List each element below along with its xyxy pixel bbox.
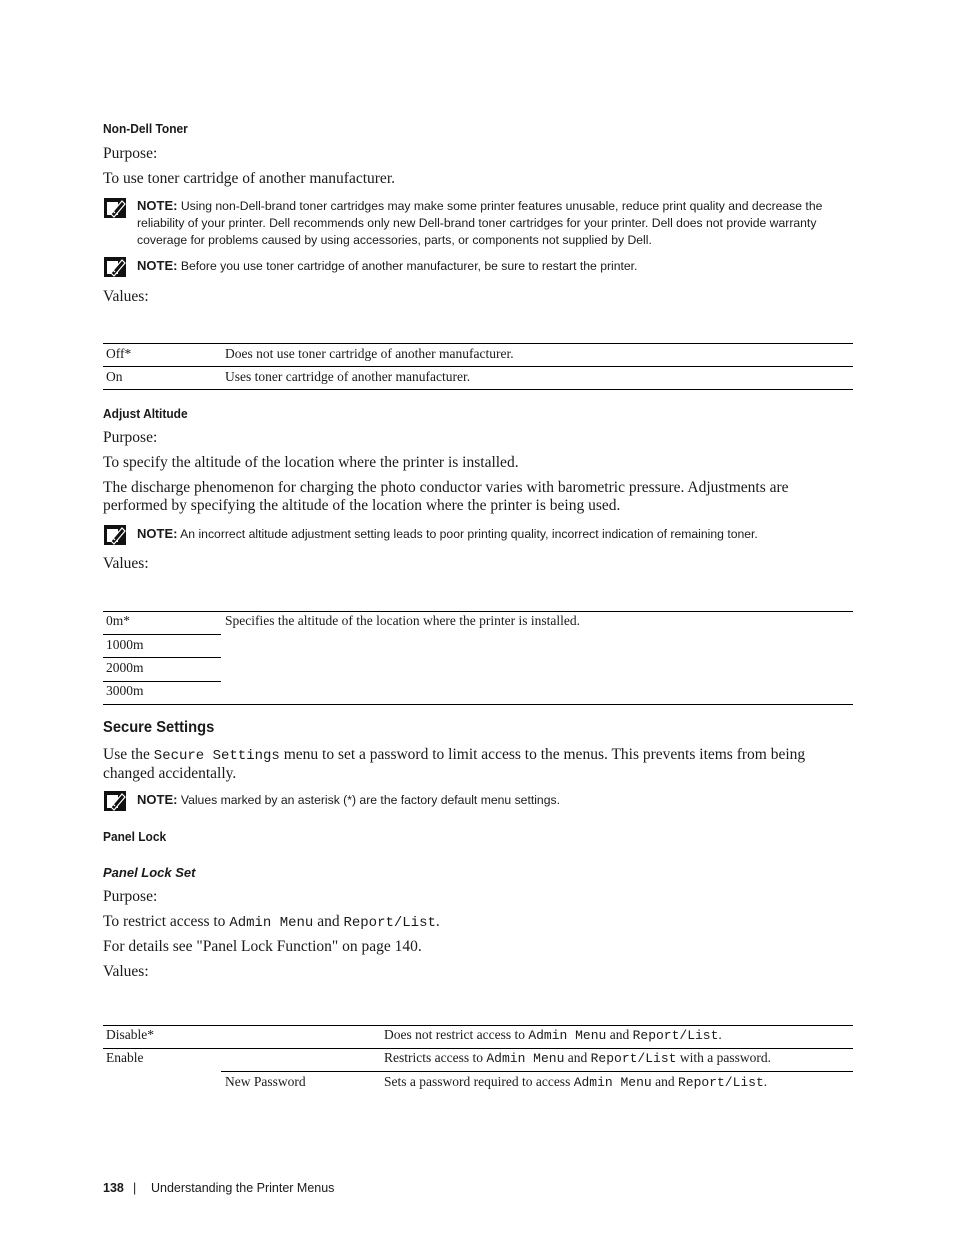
table-rule: [103, 1025, 853, 1026]
text: .: [718, 1027, 722, 1042]
table-rule: [221, 1071, 853, 1072]
text: with a password.: [676, 1050, 771, 1065]
text: Use the: [103, 746, 154, 763]
table-cell-desc: Uses toner cartridge of another manufacturer.: [225, 369, 471, 384]
subheading-panel-lock-set: Panel Lock Set: [103, 865, 196, 880]
note-label: NOTE:: [137, 792, 178, 807]
code-report-list: Report/List: [677, 1075, 764, 1090]
table-cell-desc: [384, 1050, 771, 1066]
purpose-text: [103, 913, 853, 932]
note-asterisk-default: [137, 791, 855, 809]
note-label: NOTE:: [137, 526, 178, 541]
table-cell-desc: Does not use toner cartridge of another manufacturer.: [225, 346, 514, 361]
paragraph-secure-settings: [103, 746, 853, 783]
text: and: [313, 913, 344, 930]
table-rule: [103, 1048, 853, 1049]
text: and: [564, 1050, 591, 1065]
note-pencil-icon: [103, 256, 127, 278]
purpose-text: To use toner cartridge of another manufacturer.: [103, 170, 395, 187]
purpose-label: Purpose:: [103, 429, 158, 446]
page-number: 138: [103, 1181, 124, 1195]
text: .: [435, 913, 440, 930]
code-report-list: Report/List: [590, 1051, 677, 1066]
details-text: For details see "Panel Lock Function" on page 140.: [103, 938, 422, 955]
text: Does not restrict access to: [384, 1027, 529, 1042]
table-rule: [103, 389, 853, 390]
values-label: Values:: [103, 288, 149, 305]
note-non-dell-toner-warranty: [137, 197, 855, 249]
code-admin-menu: Admin Menu: [528, 1028, 607, 1043]
text: Sets a password required to access: [384, 1074, 574, 1089]
code-admin-menu: Admin Menu: [229, 915, 314, 931]
purpose-text: To specify the altitude of the location where the printer is installed.: [103, 454, 519, 471]
note-text: Using non-Dell-brand toner cartridges may make some printer features unusable, reduce print quality and decrease the reliability of your printer. Dell recommends only new Dell-brand toner cartridges for your printer. Dell does not provide warranty coverage for problems caused by using accessories, parts, or components not supplied by Dell.: [137, 199, 823, 247]
table-cell-desc: Specifies the altitude of the location where the printer is installed.: [225, 613, 581, 628]
values-label: Values:: [103, 555, 149, 572]
paragraph-discharge: The discharge phenomenon for charging the photo conductor varies with barometric pressure. Adjustments are performed by specifying the altitude of the location where the printer is being used.: [103, 479, 789, 514]
note-text: An incorrect altitude adjustment setting leads to poor printing quality, incorrect indication of remaining toner.: [177, 527, 758, 541]
note-text: Before you use toner cartridge of another manufacturer, be sure to restart the printer.: [177, 259, 638, 273]
text: and: [606, 1027, 633, 1042]
note-text: Values marked by an asterisk (*) are the factory default menu settings.: [177, 793, 560, 807]
table-cell-value: 1000m: [106, 637, 144, 652]
note-altitude: [137, 525, 855, 543]
table-cell-value: Disable*: [106, 1027, 154, 1042]
footer-chapter-title: Understanding the Printer Menus: [151, 1181, 335, 1195]
section-heading-panel-lock: Panel Lock: [103, 829, 167, 844]
table-cell-value: Off*: [106, 346, 132, 361]
section-heading-adjust-altitude: Adjust Altitude: [103, 406, 188, 421]
table-cell-desc: [384, 1027, 722, 1043]
table-rule: [103, 634, 221, 635]
text: menu to set a password to limit access to the menus. This prevents items from being changed accidentally.: [103, 746, 806, 782]
table-cell-value: 3000m: [106, 683, 144, 698]
text: .: [763, 1074, 768, 1089]
note-pencil-icon: [103, 790, 127, 812]
values-label: Values:: [103, 963, 149, 980]
code-admin-menu: Admin Menu: [486, 1051, 565, 1066]
table-rule: [103, 704, 853, 705]
table-cell-value: Enable: [106, 1050, 144, 1065]
text: and: [651, 1074, 678, 1089]
section-heading-non-dell-toner: Non-Dell Toner: [103, 121, 188, 136]
code-secure-settings: Secure Settings: [153, 748, 280, 764]
note-restart-printer: [137, 257, 855, 275]
note-label: NOTE:: [137, 258, 178, 273]
table-cell-value: 2000m: [106, 660, 144, 675]
code-report-list: Report/List: [632, 1028, 719, 1043]
purpose-label: Purpose:: [103, 145, 158, 162]
table-rule: [103, 681, 221, 682]
footer-separator: |: [133, 1181, 137, 1195]
code-admin-menu: Admin Menu: [573, 1075, 652, 1090]
table-rule: [103, 343, 853, 344]
section-heading-secure-settings: Secure Settings: [103, 719, 215, 736]
table-cell-desc: [384, 1074, 767, 1090]
table-rule: [103, 657, 221, 658]
note-pencil-icon: [103, 524, 127, 546]
table-cell-subvalue: New Password: [225, 1074, 306, 1089]
table-rule: [103, 611, 853, 612]
table-rule: [103, 366, 853, 367]
note-label: NOTE:: [137, 198, 178, 213]
text: To restrict access to: [103, 913, 230, 930]
purpose-label: Purpose:: [103, 888, 158, 905]
table-cell-value: 0m*: [106, 613, 131, 628]
table-cell-value: On: [106, 369, 123, 384]
note-pencil-icon: [103, 197, 127, 219]
text: Restricts access to: [384, 1050, 487, 1065]
code-report-list: Report/List: [343, 915, 436, 931]
